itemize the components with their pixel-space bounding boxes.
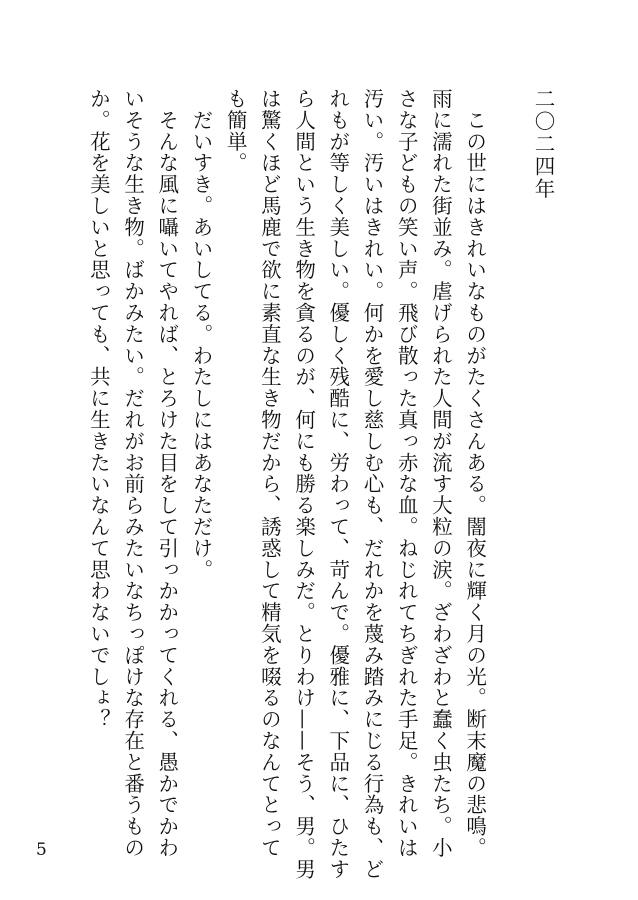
text-line-7: は驚くほど馬鹿で欲に素直な生き物だから、誘惑して精気を啜るのなんてとって: [257, 88, 282, 859]
text-line-9: だいすき。あいしてる。わたしにはあなただけ。: [188, 109, 213, 581]
text-line-3: さな子どもの笑い声。飛び散った真っ赤な血。ねじれてちぎれた手足。きれいは: [394, 88, 419, 859]
blank-line: [492, 88, 526, 836]
text-line-5: れもが等しく美しい。優しく残酷に、労わって、苛んで。優雅に、下品に、ひたす: [325, 88, 350, 880]
text-line-12: か。花を美しいと思っても、共に生きたいなんて思わないでしょ？: [86, 88, 111, 730]
vertical-text-block: [81, 88, 560, 880]
text-line-4: 汚い。汚いはきれい。何かを愛し慈しむ心も、だれかを蔑み踏みにじる行為も、ど: [360, 88, 384, 880]
text-line-1: この世にはきれいなものがたくさんある。闇夜に輝く月の光。断末魔の悲鳴。: [462, 109, 487, 859]
text-line-8: も簡単。: [223, 88, 248, 174]
text-line-10: そんな風に囁いてやれば、とろけた目をして引っかかってくれる、愚かでかわ: [154, 109, 179, 859]
page-number: 5: [36, 840, 47, 860]
text-line-6: ら人間という生き物を貪るのが、何にも勝る楽しみだ。とりわけ——そう、男。男: [291, 88, 316, 880]
text-line-11: いそうな生き物。ばかみたい。だれがお前らみたいなちっぽけな存在と番うもの: [120, 88, 145, 859]
chapter-title: 二〇二四年: [531, 88, 555, 201]
text-line-2: 雨に濡れた街並み。虐げられた人間が流す大粒の涙。ざわざわと蠢く虫たち。小: [428, 88, 453, 859]
